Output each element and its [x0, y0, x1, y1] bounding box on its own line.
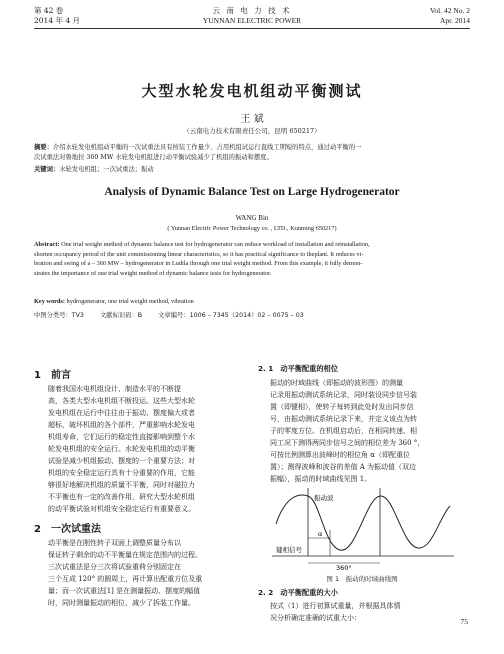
section-2-1-line: 振幅），振动的时域曲线见图 1。	[270, 475, 372, 483]
section-1-line: 够很好地解决机组的质量不平衡，同时对磁拉力	[48, 481, 195, 489]
section-1-line: 随着我国水电机组设计、制造水平的不断提	[48, 385, 181, 393]
keywords-en	[34, 298, 470, 305]
section-2-1-line: 号，由振动测试系统记录下来，并定义该点为转	[270, 415, 417, 423]
figure-vibration-time-curve	[268, 486, 458, 570]
section-1-line: 超标，破坏机组的各个部件，严重影响水轮发电	[48, 421, 195, 429]
section-2-1-line: 可按比例测算出波峰时的相位角 α（即配重位	[270, 451, 410, 459]
figure-label-alpha: α	[318, 530, 323, 538]
section-2-2-line: 按式（1）进行初算试重量，并根据具体情	[270, 602, 401, 610]
abstract-en-line-2: shorten occupancy period of the unit commissioning linear characteristics, so it has practical significance to theplant. It reduces vi-	[34, 250, 364, 258]
header-journal-en: YUNNAN ELECTRIC POWER	[202, 16, 302, 25]
section-2-1-line: 同工况下测得两同步信号之间的相位差为 360 °，	[270, 439, 425, 447]
section-2-1-body	[270, 377, 470, 485]
section-2-1-line: 置）；测得波峰和波谷的差值 A 为振动值（双边	[270, 463, 417, 471]
abstract-cn-line-2: 次试重法对鲁地拉 360 MW 水轮发电机组进行动平衡试验减少了机组的振动和摆度。	[34, 153, 273, 161]
classification-line	[34, 310, 470, 319]
section-1-body	[48, 383, 244, 515]
paper-title-en: Analysis of Dynamic Balance Test on Large Hydrogenerator	[104, 186, 400, 198]
header-rule	[34, 28, 470, 29]
section-1-line: 发电机组在运行中往往由于振动、摆度偏大或者	[48, 409, 195, 417]
clc-number: 中图分类号：TV3	[34, 312, 84, 319]
figure-label-keyphase: 键相信号	[276, 546, 302, 554]
section-2-line: 时，同时测量振动的相位，减少了拆装工作量。	[48, 599, 195, 607]
section-2-1-heading: 2. 1 动平衡配重的相位	[258, 364, 338, 373]
section-2-2-body	[270, 600, 470, 624]
header-date-en: Apr. 2014	[440, 16, 470, 25]
document-code: 文献标识码：B	[99, 312, 143, 319]
author-cn: 王 斌	[240, 114, 264, 125]
section-2-heading: 2 一次试重法	[34, 524, 101, 535]
section-1-line: 试验是减少机组振动、摆度的一个重要方法；对	[48, 457, 195, 465]
figure-label-vibration: 振动波	[314, 494, 334, 502]
section-1-line: 机组的安全稳定运行具有十分重要的作用，它能	[48, 469, 195, 477]
abstract-en-line-4: strates the importance of one trial weight method of dynamic balance tests for hydrogenerator.	[34, 269, 272, 277]
keywords-en-text: hydrogenerator, one trial weight method, vibration	[66, 298, 194, 305]
section-2-line: 保证转子剩余的动不平衡量在规定范围内的过程。	[48, 551, 202, 559]
author-en: WANG Bin	[235, 214, 269, 222]
section-1-line: 的动平衡试验对机组安全稳定运行有重要意义。	[48, 505, 195, 513]
section-2-line: 三个互成 120° 的圆周上，再计算出配重方位及重	[48, 575, 203, 583]
abstract-cn	[34, 143, 474, 162]
section-2-1-line: 置（即键相），使转子每转到此处时发出同步信	[270, 403, 414, 411]
section-1-heading: 1 前言	[34, 370, 71, 381]
keywords-cn-label: 关键词：	[34, 166, 60, 173]
header-journal-cn: 云 南 电 力 技 术	[212, 6, 292, 15]
section-1-line: 不平衡也有一定的改善作用，研究大型水轮机组	[48, 493, 195, 501]
affiliation-cn: （云南电力技术有限责任公司，昆明 650217）	[183, 127, 321, 135]
abstract-en-label: Abstract:	[34, 241, 60, 248]
section-2-2-line: 况分析确定准确的试重大小：	[270, 614, 361, 622]
keywords-cn-text: 水轮发电机组；一次试重法；振动	[59, 166, 154, 173]
abstract-en	[34, 240, 470, 278]
abstract-en-line-3: bration and swing of a – 360 MW – hydrogenerator in Ludila through one trial weight method. From this example, it fully demon-	[34, 260, 363, 267]
section-1-line: 高，各类大型水电机组不断投运。这些大型水轮	[48, 397, 195, 405]
vibration-waveform	[276, 495, 450, 550]
section-2-line: 动平衡是在刚性转子双面上调整质量分布以	[48, 539, 181, 547]
header-issue: 第 42 卷	[34, 6, 64, 15]
keywords-cn	[34, 165, 474, 175]
abstract-cn-label: 摘要：	[34, 144, 53, 151]
keywords-en-label: Key words:	[34, 298, 65, 305]
section-2-1-line: 振动的时域曲线（即振动的波形图）的测量	[270, 379, 403, 387]
figure-label-360: 360°	[336, 564, 352, 570]
section-2-body	[48, 537, 244, 609]
section-2-1-line: 子的零度方位。在机组启动后，在相同转速、相	[270, 427, 417, 435]
section-2-2-heading: 2. 2 动平衡配重的大小	[258, 588, 338, 597]
affiliation-en: ( Yunnan Electric Power Technology co. , LTD., Kunming 650217)	[167, 225, 337, 232]
section-2-1-line: 记录用振动测试系统记录，同时装设同步信号装	[270, 391, 417, 399]
article-number: 文章编号：1006 – 7345（2014）02 – 0075 – 03	[158, 312, 304, 319]
header-volume: Vol. 42 No. 2	[429, 6, 470, 15]
figure-caption: 图 1 振动的时域曲线图	[326, 575, 398, 583]
section-2-line: 量；而一次试重法[1] 是在测量振动、摆度的幅值	[48, 587, 201, 595]
section-2-line: 三次试重法是分三次将试验重荷分别固定在	[48, 563, 181, 571]
abstract-en-line-1: Abstract: One trial weight method of dynamic balance test for hydrogenerator can reduce workload of installation and reinstallation,	[34, 241, 370, 248]
section-1-line: 机组寿命，它们运行的稳定性直接影响到整个水	[48, 433, 195, 441]
header-date: 2014 年 4 月	[34, 16, 81, 25]
paper-title-cn: 大型水轮发电机组动平衡测试	[141, 82, 363, 100]
section-1-line: 轮发电机组的安全运行。水轮发电机组的动平衡	[48, 445, 195, 453]
abstract-cn-line-1: 摘要：介绍水轮发电机组动平衡的一次试重法具有按装工作量少、占用机组试运行直线工期短的特点，通过动平衡的一	[34, 144, 362, 151]
page-number: 75	[460, 617, 468, 626]
